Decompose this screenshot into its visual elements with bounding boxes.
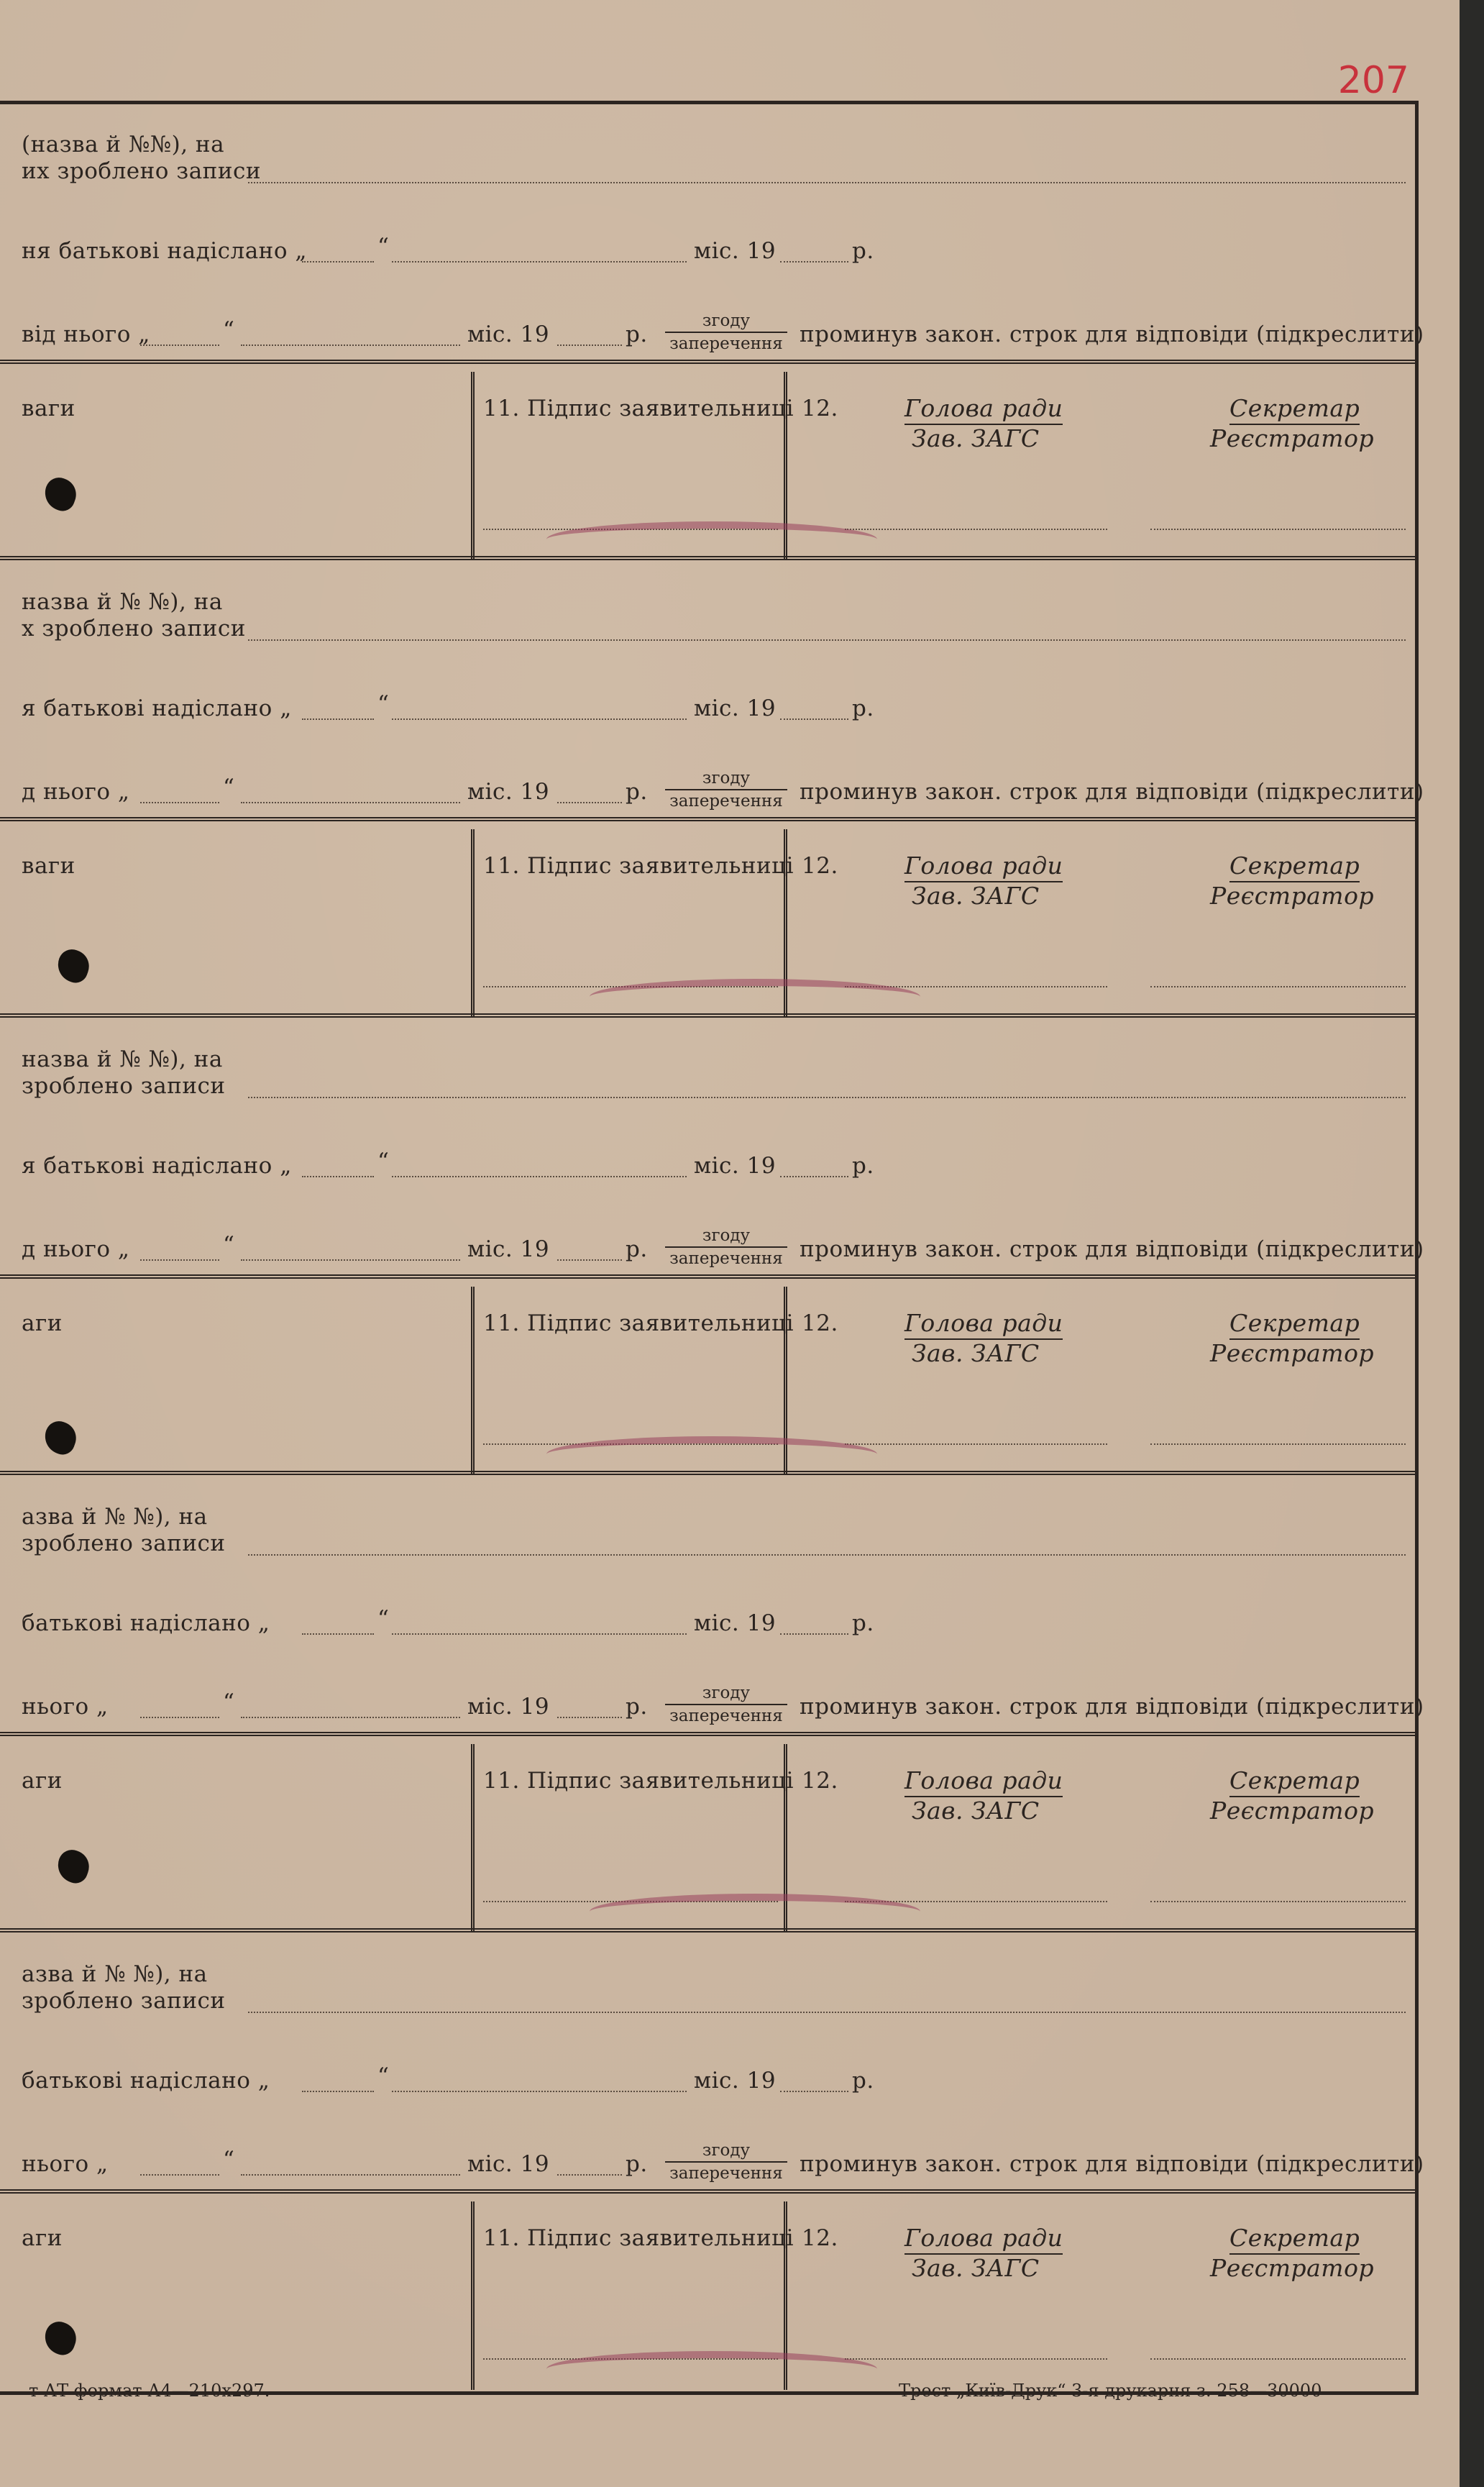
line-sent: я батькові надіслано „ — [22, 695, 292, 721]
signature-applicant-label: 11. Підпис заявительниці — [483, 853, 794, 879]
received-quote: “ — [223, 775, 235, 800]
received-year-suffix: р. — [626, 1694, 648, 1720]
line-received: д нього „ — [22, 779, 130, 805]
received-month-label: міс. 19 — [467, 321, 550, 347]
received-month-label: міс. 19 — [467, 2151, 550, 2177]
records-field[interactable] — [248, 639, 1406, 641]
sent-day-field[interactable] — [302, 2091, 374, 2092]
signature-secretary-field[interactable] — [1150, 1443, 1406, 1445]
head-title: Голова ради — [904, 2224, 1063, 2252]
registration-block — [0, 1477, 1424, 1934]
stamp-mark — [546, 2351, 877, 2387]
sent-year-suffix: р. — [852, 695, 874, 721]
line-records: зроблено записи — [22, 1073, 226, 1099]
registrar-title: Реєстратор — [1210, 1797, 1375, 1825]
section-divider — [0, 1274, 1415, 1279]
registrar-head-title: Зав. ЗАГС — [912, 882, 1040, 910]
line-records: х зроблено записи — [22, 616, 246, 642]
consent-label: згоду — [702, 1684, 751, 1702]
signature-applicant-label: 11. Підпис заявительниці — [483, 2225, 794, 2251]
sent-year-field[interactable] — [780, 718, 848, 720]
line-title: (назва й №№), на — [22, 132, 225, 158]
footer-format: т АТ формат А4—210x297. — [29, 2381, 270, 2401]
sent-year-suffix: р. — [852, 1153, 874, 1179]
registrar-head-title: Зав. ЗАГС — [912, 1339, 1040, 1367]
received-quote: “ — [223, 317, 235, 343]
secretary-title: Секретар — [1229, 1309, 1360, 1337]
sent-month-field[interactable] — [392, 1176, 687, 1177]
registrar-head-title: Зав. ЗАГС — [912, 424, 1040, 452]
sent-month-field[interactable] — [392, 718, 687, 720]
sent-month-label: міс. 19 — [694, 1153, 777, 1179]
registration-block — [0, 562, 1424, 1019]
received-day-field[interactable] — [140, 344, 219, 346]
sent-month-field[interactable] — [392, 2091, 687, 2092]
line-title: назва й № №), на — [22, 589, 223, 615]
received-day-field[interactable] — [140, 1717, 219, 1718]
sent-month-field[interactable] — [392, 261, 687, 263]
received-month-field[interactable] — [241, 344, 460, 346]
records-field[interactable] — [248, 1097, 1406, 1098]
head-title: Голова ради — [904, 394, 1063, 422]
section-divider — [0, 817, 1415, 821]
records-field[interactable] — [248, 1554, 1406, 1556]
head-title: Голова ради — [904, 1309, 1063, 1337]
line-sent: батькові надіслано „ — [22, 2068, 270, 2094]
deadline-text: проминув закон. строк для відповіди (підкреслити) — [800, 779, 1424, 805]
line-title: назва й № №), на — [22, 1046, 223, 1072]
objection-label: заперечення — [669, 2164, 783, 2183]
column-divider-1 — [471, 1744, 475, 1932]
objection-label: заперечення — [669, 1249, 783, 1268]
remarks-label: ваги — [22, 396, 75, 421]
stamp-mark — [546, 1436, 877, 1472]
sent-month-label: міс. 19 — [694, 238, 777, 264]
records-field[interactable] — [248, 182, 1406, 183]
remarks-label: аги — [22, 2225, 63, 2251]
line-records: зроблено записи — [22, 1530, 226, 1556]
section-divider — [0, 360, 1415, 364]
sent-day-field[interactable] — [302, 1176, 374, 1177]
consent-label: згоду — [702, 311, 751, 330]
field-12-label: 12. — [802, 2225, 838, 2251]
signature-applicant-label: 11. Підпис заявительниці — [483, 1768, 794, 1794]
signature-applicant-label: 11. Підпис заявительниці — [483, 396, 794, 421]
received-year-suffix: р. — [626, 779, 648, 805]
received-day-field[interactable] — [140, 1259, 219, 1261]
received-month-field[interactable] — [241, 1259, 460, 1261]
punch-hole — [53, 946, 93, 986]
line-records: их зроблено записи — [22, 158, 262, 184]
signature-secretary-field[interactable] — [1150, 986, 1406, 987]
sent-year-suffix: р. — [852, 2068, 874, 2094]
punch-hole — [53, 1846, 93, 1886]
consent-label: згоду — [702, 769, 751, 788]
punch-hole — [40, 474, 81, 514]
line-records: зроблено записи — [22, 1988, 226, 2014]
signature-applicant-label: 11. Підпис заявительниці — [483, 1310, 794, 1336]
line-sent: я батькові надіслано „ — [22, 1153, 292, 1179]
received-year-field[interactable] — [557, 1259, 622, 1261]
remarks-label: ваги — [22, 853, 75, 879]
line-received: д нього „ — [22, 1236, 130, 1262]
objection-label: заперечення — [669, 792, 783, 811]
sent-year-suffix: р. — [852, 238, 874, 264]
objection-label: заперечення — [669, 1707, 783, 1725]
received-quote: “ — [223, 2147, 235, 2173]
registrar-title: Реєстратор — [1210, 882, 1375, 910]
registration-block — [0, 1934, 1424, 2391]
secretary-title: Секретар — [1229, 2224, 1360, 2252]
sent-day-field[interactable] — [302, 261, 374, 263]
column-divider-1 — [471, 829, 475, 1018]
column-divider-1 — [471, 2201, 475, 2390]
page-number: 207 — [1337, 59, 1409, 102]
registrar-head-title: Зав. ЗАГС — [912, 1797, 1040, 1825]
received-day-field[interactable] — [140, 2174, 219, 2176]
signature-secretary-field[interactable] — [1150, 529, 1406, 530]
received-quote: “ — [223, 1689, 235, 1715]
signature-secretary-field[interactable] — [1150, 2358, 1406, 2360]
deadline-text: проминув закон. строк для відповіди (підкреслити) — [800, 321, 1424, 347]
head-title: Голова ради — [904, 852, 1063, 880]
sent-quote: “ — [377, 234, 390, 260]
consent-fraction — [665, 1226, 787, 1268]
sent-year-suffix: р. — [852, 1610, 874, 1636]
signature-head-field[interactable] — [845, 2358, 1107, 2360]
received-year-field[interactable] — [557, 1717, 622, 1718]
registration-block — [0, 1019, 1424, 1477]
consent-fraction — [665, 2141, 787, 2183]
received-month-label: міс. 19 — [467, 779, 550, 805]
registrar-title: Реєстратор — [1210, 424, 1375, 452]
signature-head-field[interactable] — [845, 529, 1107, 530]
deadline-text: проминув закон. строк для відповіди (підкреслити) — [800, 1236, 1424, 1262]
registration-block — [0, 104, 1424, 562]
received-month-field[interactable] — [241, 802, 460, 803]
sent-quote: “ — [377, 1606, 390, 1632]
stamp-mark — [546, 521, 877, 557]
field-12-label: 12. — [802, 1768, 838, 1794]
head-title: Голова ради — [904, 1766, 1063, 1794]
field-12-label: 12. — [802, 853, 838, 879]
sent-day-field[interactable] — [302, 1633, 374, 1635]
received-quote: “ — [223, 1232, 235, 1258]
stamp-mark — [590, 1894, 920, 1930]
sent-year-field[interactable] — [780, 1633, 848, 1635]
line-title: азва й № №), на — [22, 1961, 208, 1987]
section-divider — [0, 1732, 1415, 1736]
secretary-title: Секретар — [1229, 394, 1360, 422]
footer-printer: Трест „Київ-Друк“ 3-я друкарня з. 258—30000 — [899, 2381, 1322, 2401]
signature-secretary-field[interactable] — [1150, 1901, 1406, 1902]
sent-quote: “ — [377, 2063, 390, 2089]
received-month-label: міс. 19 — [467, 1694, 550, 1720]
sent-month-label: міс. 19 — [694, 695, 777, 721]
line-received: нього „ — [22, 2151, 109, 2177]
registrar-title: Реєстратор — [1210, 2254, 1375, 2282]
received-month-field[interactable] — [241, 2174, 460, 2176]
remarks-label: аги — [22, 1768, 63, 1794]
line-title: азва й № №), на — [22, 1504, 208, 1530]
received-year-suffix: р. — [626, 1236, 648, 1262]
sent-quote: “ — [377, 1149, 390, 1174]
received-day-field[interactable] — [140, 802, 219, 803]
received-year-suffix: р. — [626, 2151, 648, 2177]
sent-year-field[interactable] — [780, 2091, 848, 2092]
registrar-head-title: Зав. ЗАГС — [912, 2254, 1040, 2282]
field-12-label: 12. — [802, 396, 838, 421]
line-sent: ня батькові надіслано „ — [22, 238, 307, 264]
received-month-field[interactable] — [241, 1717, 460, 1718]
punch-hole — [40, 2318, 81, 2358]
sent-month-field[interactable] — [392, 1633, 687, 1635]
objection-label: заперечення — [669, 334, 783, 353]
sent-month-label: міс. 19 — [694, 1610, 777, 1636]
registrar-title: Реєстратор — [1210, 1339, 1375, 1367]
received-year-field[interactable] — [557, 802, 622, 803]
sent-day-field[interactable] — [302, 718, 374, 720]
line-received: від нього „ — [22, 321, 150, 347]
sent-quote: “ — [377, 691, 390, 717]
sent-year-field[interactable] — [780, 261, 848, 263]
sent-year-field[interactable] — [780, 1176, 848, 1177]
consent-fraction — [665, 769, 787, 811]
received-year-field[interactable] — [557, 2174, 622, 2176]
signature-head-field[interactable] — [845, 1443, 1107, 1445]
secretary-title: Секретар — [1229, 852, 1360, 880]
consent-fraction — [665, 311, 787, 353]
consent-label: згоду — [702, 1226, 751, 1245]
records-field[interactable] — [248, 2012, 1406, 2013]
sent-month-label: міс. 19 — [694, 2068, 777, 2094]
deadline-text: проминув закон. строк для відповіди (підкреслити) — [800, 2151, 1424, 2177]
line-sent: батькові надіслано „ — [22, 1610, 270, 1636]
received-year-field[interactable] — [557, 344, 622, 346]
punch-hole — [40, 1418, 81, 1458]
field-12-label: 12. — [802, 1310, 838, 1336]
remarks-label: аги — [22, 1310, 63, 1336]
column-divider-1 — [471, 1287, 475, 1475]
stamp-mark — [590, 979, 920, 1015]
received-year-suffix: р. — [626, 321, 648, 347]
secretary-title: Секретар — [1229, 1766, 1360, 1794]
deadline-text: проминув закон. строк для відповіди (підкреслити) — [800, 1694, 1424, 1720]
section-divider — [0, 2189, 1415, 2194]
received-month-label: міс. 19 — [467, 1236, 550, 1262]
line-received: нього „ — [22, 1694, 109, 1720]
consent-label: згоду — [702, 2141, 751, 2160]
column-divider-1 — [471, 372, 475, 560]
consent-fraction — [665, 1684, 787, 1725]
